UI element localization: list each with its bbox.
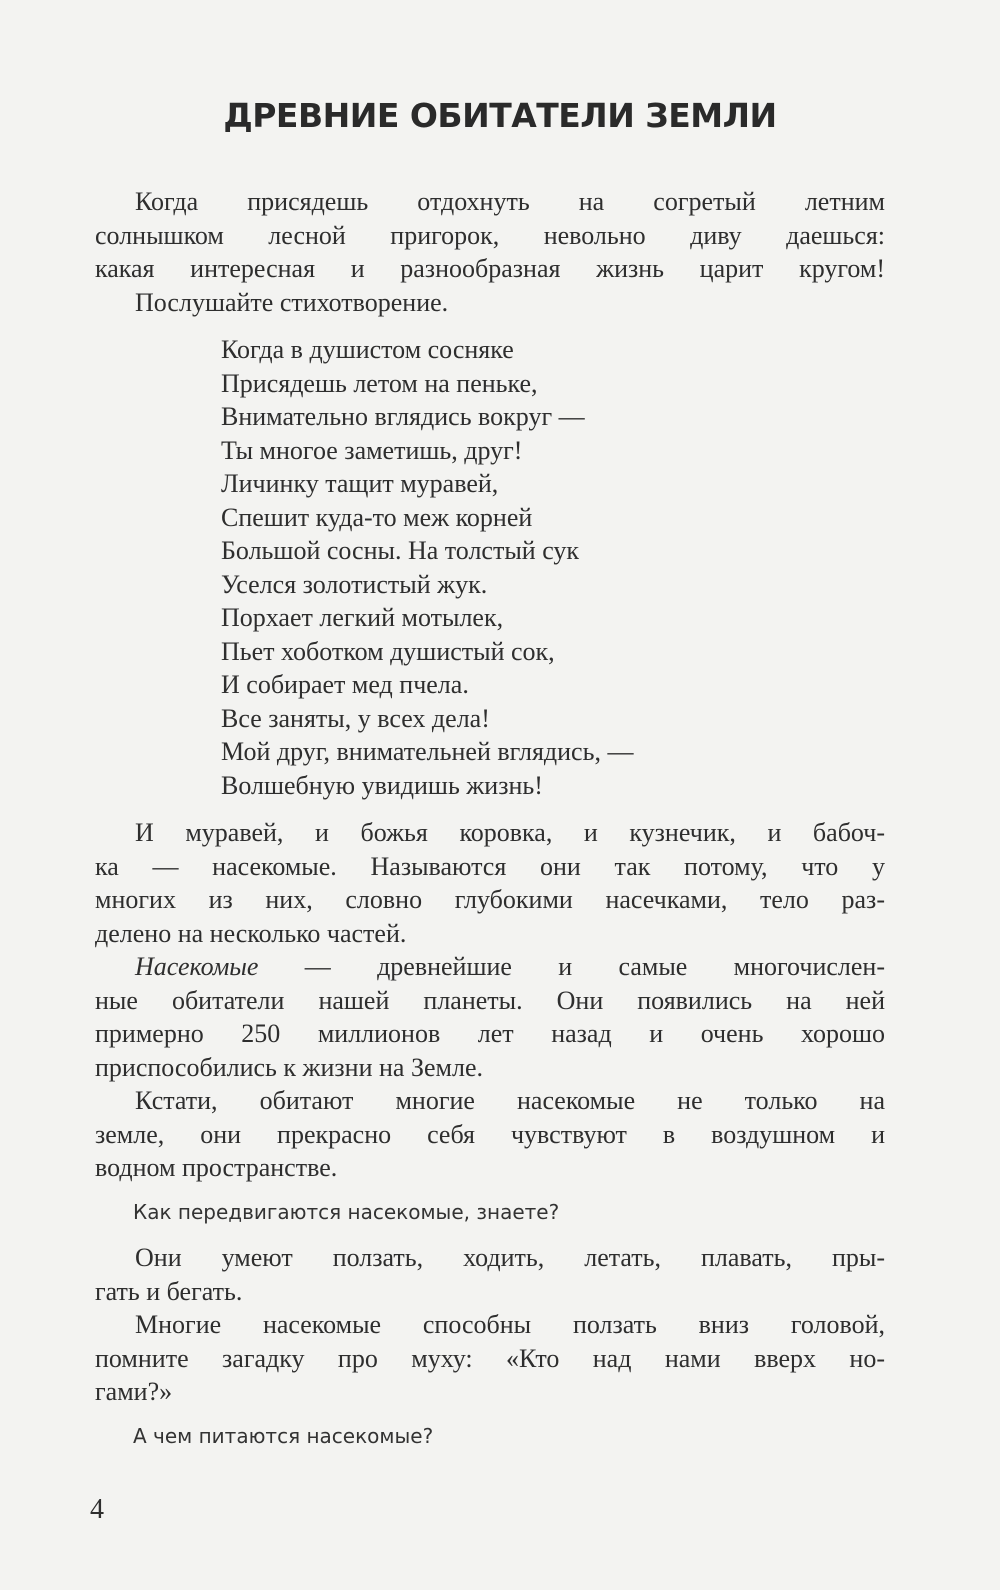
question-movement: Как передвигаются насекомые, знаете?: [133, 1200, 560, 1224]
text-line: [95, 1151, 885, 1185]
text-line: [95, 1275, 885, 1309]
text-line: [95, 816, 885, 850]
line-text: Послушайте стихотворение.: [135, 287, 449, 317]
line-text: ка — насекомые. Называются они так потому, что у: [95, 851, 885, 881]
text-line: [95, 219, 885, 253]
poem-line: Волшебную увидишь жизнь!: [221, 770, 543, 800]
poem-line: Порхает легкий мотылек,: [221, 603, 504, 632]
poem-line: Большой сосны. На толстый сук: [221, 536, 580, 565]
poem-line: Когда в душистом сосняке: [221, 335, 514, 364]
line-text: гать и бегать.: [95, 1276, 243, 1306]
poem-line: Внимательно вглядись вокруг —: [221, 402, 585, 431]
line-text: Они умеют ползать, ходить, летать, плавать, пры-: [135, 1243, 885, 1272]
text-line: [95, 1118, 885, 1152]
line-text: Кстати, обитают многие насекомые не только на: [135, 1086, 885, 1115]
poem-line: Спешит куда-то меж корней: [221, 502, 533, 532]
line-text: делено на несколько частей.: [95, 918, 407, 948]
italic-term: Насекомые: [135, 952, 259, 981]
text-line: [95, 984, 885, 1018]
text-line: [95, 1241, 885, 1275]
poem-line: Ты многое заметишь, друг!: [221, 435, 523, 465]
line-text: примерно 250 миллионов лет назад и очень хорошо: [95, 1019, 885, 1048]
line-text: — древнейшие и самые многочислен-: [258, 952, 885, 981]
line-text: Когда присядешь отдохнуть на согретый летним: [135, 187, 885, 216]
text-line: [95, 286, 885, 320]
text-line: [95, 850, 885, 884]
line-text: И муравей, и божья коровка, и кузнечик, и бабоч-: [135, 818, 885, 847]
text-line: [95, 950, 885, 984]
poem-line: Все заняты, у всех дела!: [221, 703, 490, 733]
poem: [221, 333, 633, 802]
text-line: [95, 185, 885, 219]
poem-line: Личинку тащит муравей,: [221, 469, 499, 498]
line-text: помните загадку про муху: «Кто над нами вверх но-: [95, 1343, 885, 1373]
text-line: [95, 1375, 885, 1409]
poem-line: Уселся золотистый жук.: [221, 569, 488, 599]
text-line: [95, 1308, 885, 1342]
line-text: Многие насекомые способны ползать вниз головой,: [135, 1310, 885, 1339]
line-text: солнышком лесной пригорок, невольно диву даешься:: [95, 220, 885, 250]
body-paragraphs-1: [95, 816, 885, 1185]
line-text: приспособились к жизни на Земле.: [95, 1052, 483, 1082]
text-line: [95, 1017, 885, 1051]
text-line: [95, 252, 885, 286]
poem-line: И собирает мед пчела.: [221, 670, 469, 699]
line-text: многих из них, словно глубокими насечками, тело раз-: [95, 885, 885, 914]
intro-paragraph: [95, 185, 885, 319]
question-food: А чем питаются насекомые?: [133, 1424, 434, 1448]
line-text: водном пространстве.: [95, 1153, 338, 1182]
text-line: [95, 917, 885, 951]
poem-line: Мой друг, внимательней вглядись, —: [221, 737, 634, 766]
page-number: 4: [90, 1494, 104, 1525]
line-text: какая интересная и разнообразная жизнь царит кругом!: [95, 254, 885, 283]
line-text: гами?»: [95, 1377, 173, 1406]
poem-line: Пьет хоботком душистый сок,: [221, 636, 555, 666]
line-text: земле, они прекрасно себя чувствуют в воздушном и: [95, 1119, 885, 1149]
body-paragraphs-2: [95, 1241, 885, 1409]
text-line: [95, 1051, 885, 1085]
text-line: [95, 1342, 885, 1376]
text-line: [95, 1084, 885, 1118]
text-line: [95, 883, 885, 917]
line-text: ные обитатели нашей планеты. Они появились на ней: [95, 985, 885, 1015]
page-title: ДРЕВНИЕ ОБИТАТЕЛИ ЗЕМЛИ: [223, 96, 777, 135]
poem-line: Присядешь летом на пеньке,: [221, 368, 538, 398]
